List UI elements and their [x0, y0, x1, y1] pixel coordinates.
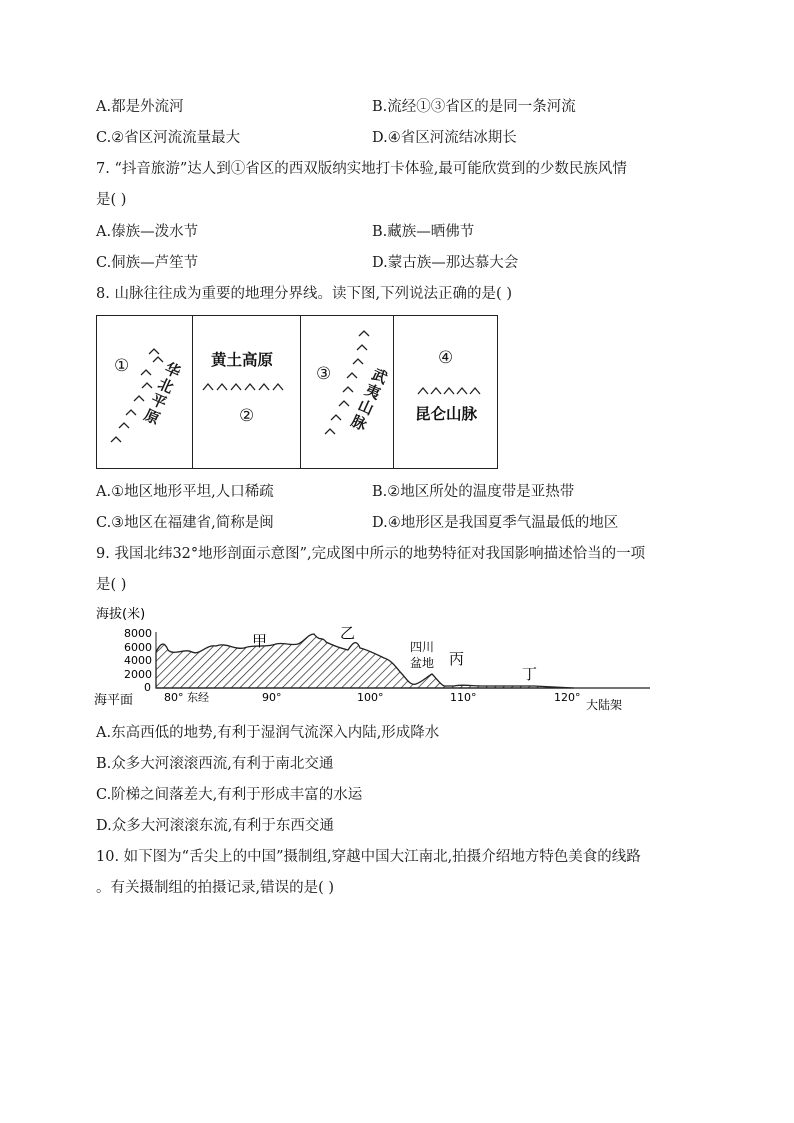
xtick-100: 100° — [357, 691, 384, 704]
q8-option-a: A.①地区地形平坦,人口稀疏 — [96, 484, 274, 500]
mountain-symbols-2 — [193, 316, 301, 468]
q9-option-c: C.阶梯之间落差大,有利于形成丰富的水运 — [96, 787, 363, 803]
q7-option-b: B.藏族—晒佛节 — [372, 224, 475, 240]
plain-char-2: 北 — [155, 374, 177, 398]
panel-1-number: ① — [114, 356, 130, 376]
q6-option-d: D.④省区河流结冰期长 — [372, 130, 517, 146]
q6-option-b: B.流经①③省区的是同一条河流 — [372, 99, 576, 115]
q8-figure — [96, 315, 498, 469]
xtick-120: 120° — [554, 691, 581, 704]
q10-stem-cont: 。有关摄制组的拍摄记录,错误的是( ) — [96, 880, 335, 896]
label-bing: 丙 — [449, 650, 465, 668]
q9-stem: 9. 我国北纬32°地形剖面示意图”,完成图中所示的地势特征对我国影响描述恰当的一项 — [96, 546, 646, 562]
plain-char-4: 原 — [141, 405, 163, 429]
plain-char-3: 平 — [148, 390, 170, 413]
panel-4 — [394, 316, 499, 468]
label-basin: 盆地 — [410, 656, 435, 670]
kunlun-mountains-label: 昆仑山脉 — [415, 405, 478, 423]
panel-2-number: ② — [239, 406, 255, 426]
q6-option-c: C.②省区河流流量最大 — [96, 130, 241, 146]
q10-stem: 10. 如下图为“舌尖上的中国”摄制组,穿越中国大江南北,拍摄介绍地方特色美食的线路 — [96, 849, 641, 865]
xtick-110: 110° — [450, 691, 477, 704]
ylabel: 海拔(米) — [96, 607, 146, 622]
q9-option-a: A.东高西低的地势,有利于湿润气流深入内陆,形成降水 — [96, 725, 440, 741]
q8-stem: 8. 山脉往往成为重要的地理分界线。读下图,下列说法正确的是( ) — [96, 286, 512, 302]
q9-option-b: B.众多大河滚滚西流,有利于南北交通 — [96, 756, 334, 772]
mountain-symbols-1 — [97, 316, 193, 468]
mountain-char-4: 脉 — [348, 411, 370, 435]
ytick-4000: 4000 — [124, 654, 152, 667]
q8-option-c: C.③地区在福建省,简称是闽 — [96, 515, 274, 531]
q8-option-d: D.④地形区是我国夏季气温最低的地区 — [372, 515, 619, 531]
ytick-8000: 8000 — [124, 627, 152, 640]
mountain-char-3: 山 — [355, 396, 377, 419]
label-jia: 甲 — [252, 632, 268, 650]
sea-level-label: 海平面 — [94, 693, 134, 708]
terrain-profile — [94, 604, 654, 716]
panel-2 — [193, 316, 301, 468]
panel-3-number: ③ — [316, 364, 332, 384]
mountain-char-2: 夷 — [362, 380, 384, 404]
q6-option-a: A.都是外流河 — [96, 99, 184, 115]
ytick-0: 0 — [144, 681, 151, 694]
q7-option-a: A.傣族—泼水节 — [96, 224, 199, 240]
mountain-symbols-4 — [394, 316, 499, 468]
xtick-80: 80° 东经 — [164, 691, 209, 704]
panel-4-number: ④ — [438, 348, 454, 368]
plain-char-1: 华 — [162, 359, 184, 382]
q9-option-d: D.众多大河滚滚东流,有利于东西交通 — [96, 818, 334, 834]
label-yi: 乙 — [340, 624, 356, 642]
panel-3 — [301, 316, 394, 468]
mountain-char-1: 武 — [369, 365, 391, 388]
q7-stem-cont: 是( ) — [96, 192, 127, 208]
panel-1 — [97, 316, 193, 468]
ytick-6000: 6000 — [124, 641, 152, 654]
loess-plateau-label: 黄土高原 — [211, 351, 274, 369]
q8-option-b: B.②地区所处的温度带是亚热带 — [372, 484, 575, 500]
terrain-area — [156, 634, 574, 688]
q7-stem: 7. “抖音旅游”达人到①省区的西双版纳实地打卡体验,最可能欣赏到的少数民族风情 — [96, 161, 627, 177]
q9-stem-cont: 是( ) — [96, 577, 127, 593]
q7-option-c: C.侗族—芦笙节 — [96, 255, 199, 271]
xtick-90: 90° — [262, 691, 282, 704]
label-ding: 丁 — [522, 665, 538, 683]
q7-option-d: D.蒙古族—那达慕大会 — [372, 255, 519, 271]
label-continental-shelf: 大陆架 — [586, 698, 623, 712]
ytick-2000: 2000 — [124, 668, 152, 681]
label-sichuan: 四川 — [410, 640, 435, 654]
